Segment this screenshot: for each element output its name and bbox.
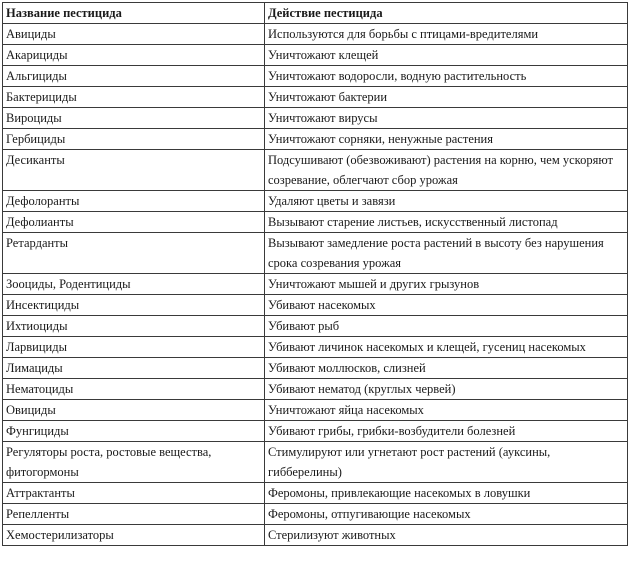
table-row — [3, 442, 628, 483]
pesticide-action-cell: Удаляют цветы и завязи — [265, 191, 628, 212]
table-row — [3, 66, 628, 87]
pesticide-name-cell: Овициды — [3, 400, 265, 421]
pesticide-action-cell: Используются для борьбы с птицами-вредителями — [265, 24, 628, 45]
table-row — [3, 150, 628, 191]
pesticide-action-cell: Уничтожают бактерии — [265, 87, 628, 108]
pesticide-name-cell: Ларвициды — [3, 337, 265, 358]
table-row — [3, 316, 628, 337]
pesticide-name-cell: Репелленты — [3, 504, 265, 525]
table-row — [3, 87, 628, 108]
table-row — [3, 483, 628, 504]
header-pesticide-name: Название пестицида — [3, 3, 265, 24]
pesticide-name-cell: Бактерициды — [3, 87, 265, 108]
pesticide-name-cell: Фунгициды — [3, 421, 265, 442]
pesticide-action-cell: Уничтожают вирусы — [265, 108, 628, 129]
pesticide-name-cell: Дефолианты — [3, 212, 265, 233]
pesticide-action-cell: Убивают моллюсков, слизней — [265, 358, 628, 379]
pesticides-table — [2, 2, 628, 546]
pesticide-name-cell: Вироциды — [3, 108, 265, 129]
table-row — [3, 108, 628, 129]
table-row — [3, 274, 628, 295]
pesticide-name-cell: Десиканты — [3, 150, 265, 191]
table-body — [3, 24, 628, 546]
table-row — [3, 24, 628, 45]
pesticide-action-cell: Убивают личинок насекомых и клещей, гусениц насекомых — [265, 337, 628, 358]
pesticide-name-cell: Регуляторы роста, ростовые вещества, фитогормоны — [3, 442, 265, 483]
pesticide-action-cell: Стимулируют или угнетают рост растений (ауксины, гибберелины) — [265, 442, 628, 483]
pesticide-action-cell: Уничтожают клещей — [265, 45, 628, 66]
pesticide-name-cell: Акарициды — [3, 45, 265, 66]
pesticide-action-cell: Феромоны, отпугивающие насекомых — [265, 504, 628, 525]
table-row — [3, 421, 628, 442]
table-row — [3, 233, 628, 274]
table-header — [3, 3, 628, 24]
pesticide-name-cell: Ретарданты — [3, 233, 265, 274]
table-row — [3, 191, 628, 212]
pesticide-action-cell: Вызывают замедление роста растений в высоту без нарушения срока созревания урожая — [265, 233, 628, 274]
pesticide-name-cell: Гербициды — [3, 129, 265, 150]
table-row — [3, 129, 628, 150]
pesticide-name-cell: Лимациды — [3, 358, 265, 379]
pesticide-action-cell: Стерилизуют животных — [265, 525, 628, 546]
pesticide-action-cell: Убивают грибы, грибки-возбудители болезней — [265, 421, 628, 442]
table-row — [3, 379, 628, 400]
table-row — [3, 358, 628, 379]
pesticide-name-cell: Авициды — [3, 24, 265, 45]
pesticide-name-cell: Инсектициды — [3, 295, 265, 316]
pesticide-action-cell: Убивают нематод (круглых червей) — [265, 379, 628, 400]
table-row — [3, 337, 628, 358]
table-row — [3, 400, 628, 421]
header-row — [3, 3, 628, 24]
pesticide-action-cell: Уничтожают яйца насекомых — [265, 400, 628, 421]
table-row — [3, 504, 628, 525]
pesticide-name-cell: Альгициды — [3, 66, 265, 87]
table-row — [3, 295, 628, 316]
pesticide-action-cell: Подсушивают (обезвоживают) растения на корню, чем ускоряют созревание, облегчают сбор урожая — [265, 150, 628, 191]
table-row — [3, 525, 628, 546]
pesticide-action-cell: Вызывают старение листьев, искусственный листопад — [265, 212, 628, 233]
table-row — [3, 45, 628, 66]
pesticide-name-cell: Аттрактанты — [3, 483, 265, 504]
pesticide-action-cell: Убивают насекомых — [265, 295, 628, 316]
pesticide-name-cell: Дефолоранты — [3, 191, 265, 212]
pesticide-name-cell: Хемостерилизаторы — [3, 525, 265, 546]
pesticide-action-cell: Убивают рыб — [265, 316, 628, 337]
pesticide-action-cell: Феромоны, привлекающие насекомых в ловушки — [265, 483, 628, 504]
pesticide-name-cell: Ихтиоциды — [3, 316, 265, 337]
pesticide-name-cell: Нематоциды — [3, 379, 265, 400]
pesticide-action-cell: Уничтожают сорняки, ненужные растения — [265, 129, 628, 150]
pesticide-name-cell: Зооциды, Родентициды — [3, 274, 265, 295]
table-row — [3, 212, 628, 233]
header-pesticide-action: Действие пестицида — [265, 3, 628, 24]
pesticide-action-cell: Уничтожают мышей и других грызунов — [265, 274, 628, 295]
pesticide-action-cell: Уничтожают водоросли, водную растительность — [265, 66, 628, 87]
